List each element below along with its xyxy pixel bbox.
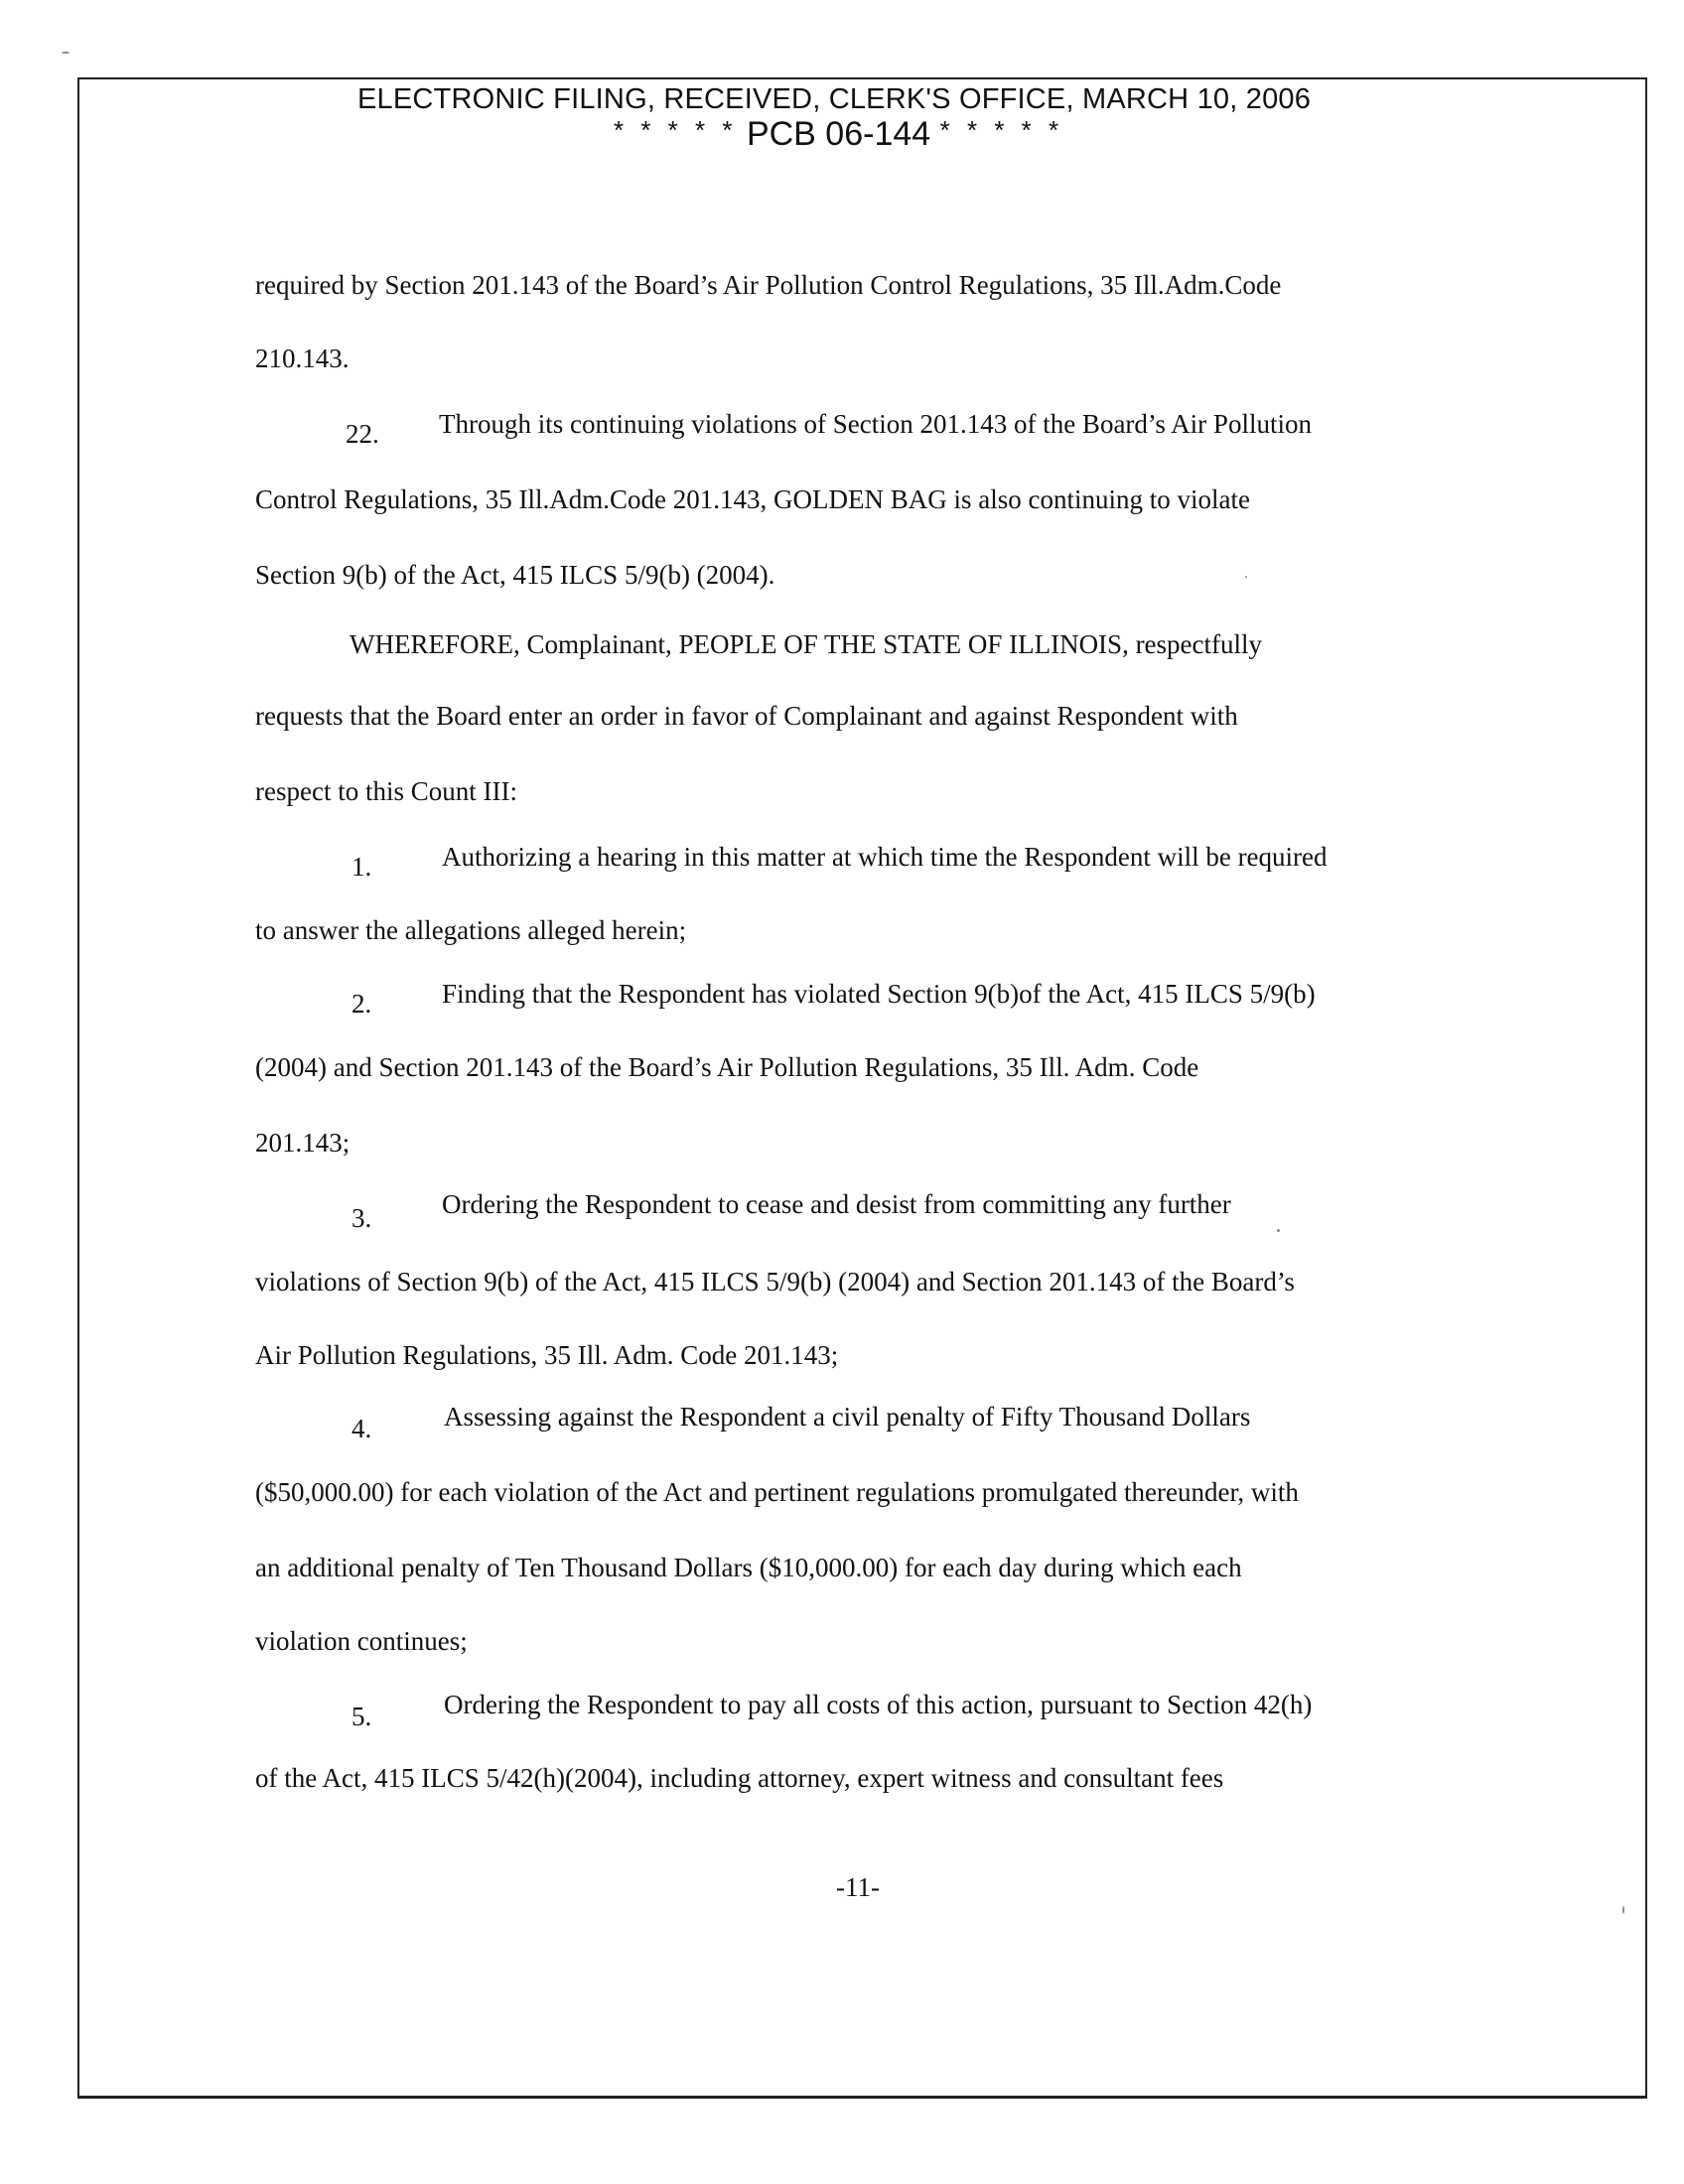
text-line: to answer the allegations alleged herein;	[255, 915, 687, 945]
text-line: Section 9(b) of the Act, 415 ILCS 5/9(b) (2004).	[255, 560, 775, 590]
text-line: Ordering the Respondent to pay all costs of this action, pursuant to Section 42(h)	[444, 1690, 1313, 1719]
case-stars-right: * * * * *	[939, 115, 1064, 145]
page-number: -11-	[836, 1872, 880, 1902]
text-line: 201.143;	[255, 1128, 351, 1158]
text-line: of the Act, 415 ILCS 5/42(h)(2004), including attorney, expert witness and consultant fees	[255, 1763, 1224, 1793]
filing-header: ELECTRONIC FILING, RECEIVED, CLERK'S OFFICE, MARCH 10, 2006	[357, 83, 1312, 115]
scan-speck	[1622, 1906, 1624, 1914]
text-line: respect to this Count III:	[255, 776, 517, 806]
text-line: Finding that the Respondent has violated Section 9(b)of the Act, 415 ILCS 5/9(b)	[442, 979, 1316, 1009]
text-line: violations of Section 9(b) of the Act, 415 ILCS 5/9(b) (2004) and Section 201.143 of the Board’s	[255, 1267, 1295, 1297]
item-number: 5.	[351, 1702, 372, 1731]
text-line: ($50,000.00) for each violation of the Act and pertinent regulations promulgated thereunder, with	[255, 1477, 1299, 1507]
text-line: violation continues;	[255, 1626, 468, 1656]
text-line: requests that the Board enter an order in favor of Complainant and against Respondent with	[255, 701, 1238, 731]
item-number: 3.	[351, 1203, 372, 1233]
scan-speck	[1277, 1229, 1280, 1232]
case-stars-left: * * * * *	[614, 115, 738, 145]
text-line: Ordering the Respondent to cease and desist from committing any further	[442, 1189, 1231, 1219]
case-number-header	[614, 115, 1130, 154]
text-line: Air Pollution Regulations, 35 Ill. Adm. Code 201.143;	[255, 1340, 839, 1370]
text-line: (2004) and Section 201.143 of the Board’s Air Pollution Regulations, 35 Ill. Adm. Code	[255, 1052, 1199, 1082]
case-number: PCB 06-144	[746, 115, 931, 153]
page-border	[77, 77, 1647, 2099]
item-number: 4.	[351, 1414, 372, 1443]
text-line: required by Section 201.143 of the Board’s Air Pollution Control Regulations, 35 Ill.Adm.Code	[255, 270, 1282, 300]
scan-speck	[1245, 576, 1247, 578]
paragraph-number: 22.	[346, 419, 379, 449]
text-line: Authorizing a hearing in this matter at which time the Respondent will be required	[442, 842, 1328, 872]
item-number: 2.	[351, 989, 372, 1019]
text-line: an additional penalty of Ten Thousand Dollars ($10,000.00) for each day during which each	[255, 1553, 1242, 1582]
text-line: 210.143.	[255, 343, 350, 373]
item-number: 1.	[351, 852, 372, 882]
text-line: Control Regulations, 35 Ill.Adm.Code 201.143, GOLDEN BAG is also continuing to violate	[255, 484, 1250, 514]
text-line: WHEREFORE, Complainant, PEOPLE OF THE STATE OF ILLINOIS, respectfully	[350, 629, 1263, 659]
scan-speck	[62, 52, 70, 54]
text-line: Through its continuing violations of Section 201.143 of the Board’s Air Pollution	[439, 409, 1312, 439]
text-line: Assessing against the Respondent a civil penalty of Fifty Thousand Dollars	[444, 1402, 1251, 1432]
